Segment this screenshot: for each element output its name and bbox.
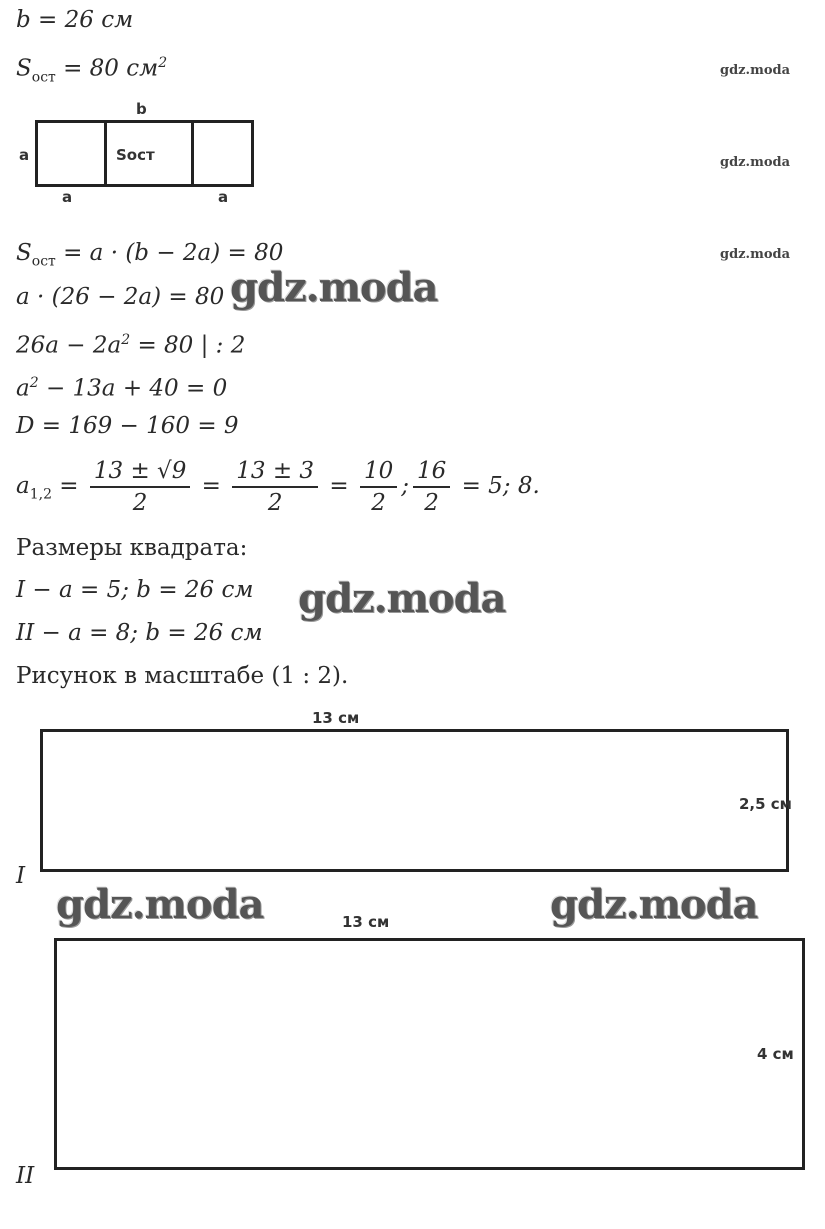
equation-quadratic: $a^2 - 13a + 40 = 0$ bbox=[16, 375, 228, 402]
fraction-4: $\frac{16}{2}$ bbox=[413, 456, 450, 518]
watermark-big-1: gdz.moda bbox=[230, 264, 438, 311]
size-case-2: II − a = 8; b = 26 см bbox=[16, 620, 263, 646]
fraction-3: $\frac{10}{2}$ bbox=[360, 456, 397, 518]
sizes-heading: Размеры квадрата: bbox=[16, 535, 248, 561]
watermark-big-2: gdz.moda bbox=[298, 575, 506, 622]
fraction-2: $\frac{13 \pm 3}{2}$ bbox=[232, 456, 318, 518]
given-s-ost: $S_{ост} = 80$ $см^2$ bbox=[16, 55, 168, 86]
diagram-label-b: b bbox=[136, 100, 147, 118]
rect1-roman: I bbox=[16, 863, 26, 889]
diagram-label-a-bottom-2: a bbox=[218, 188, 229, 206]
watermark-small-3: gdz.moda bbox=[720, 247, 791, 262]
rect1-top-label: 13 см bbox=[312, 709, 360, 727]
equation-roots: $a_{1,2}$ = $\frac{13 \pm √9}{2}$ = $\frac{13 \pm 3}{2}$ = $\frac{10}{2}$ ; $\frac{16}{2}$ = 5; 8. bbox=[16, 458, 540, 516]
watermark-small-2: gdz.moda bbox=[720, 155, 791, 170]
fraction-1: $\frac{13 \pm √9}{2}$ bbox=[90, 456, 190, 518]
watermark-small-1: gdz.moda bbox=[720, 63, 791, 78]
diagram-divider-right bbox=[191, 120, 194, 187]
diagram-divider-left bbox=[104, 120, 107, 187]
equation-s-ost: $S_{ост} = a \cdot (b - 2a) = 80$ bbox=[16, 240, 284, 270]
rect1 bbox=[40, 729, 789, 872]
equation-expanded: $26a - 2a^2 = 80$ | : 2 bbox=[16, 332, 246, 359]
rect2-roman: II bbox=[16, 1163, 35, 1189]
rect2-top-label: 13 см bbox=[342, 913, 390, 931]
rect2 bbox=[54, 938, 805, 1170]
size-case-1: I − a = 5; b = 26 см bbox=[16, 577, 254, 603]
diagram-label-a-bottom-1: a bbox=[62, 188, 73, 206]
rect2-side-label: 4 см bbox=[757, 1045, 794, 1063]
scale-note: Рисунок в масштабе (1 : 2). bbox=[16, 663, 349, 689]
equation-substituted: a · (26 − 2a) = 80 bbox=[16, 284, 225, 310]
equation-discriminant: D = 169 − 160 = 9 bbox=[16, 413, 239, 439]
watermark-big-3: gdz.moda bbox=[56, 881, 264, 928]
diagram-label-s-ost: Sост bbox=[116, 146, 155, 164]
diagram-label-a-left: a bbox=[19, 146, 30, 164]
rect1-side-label: 2,5 см bbox=[739, 795, 792, 813]
watermark-big-4: gdz.moda bbox=[550, 881, 758, 928]
given-b: b = 26 см bbox=[16, 7, 134, 33]
